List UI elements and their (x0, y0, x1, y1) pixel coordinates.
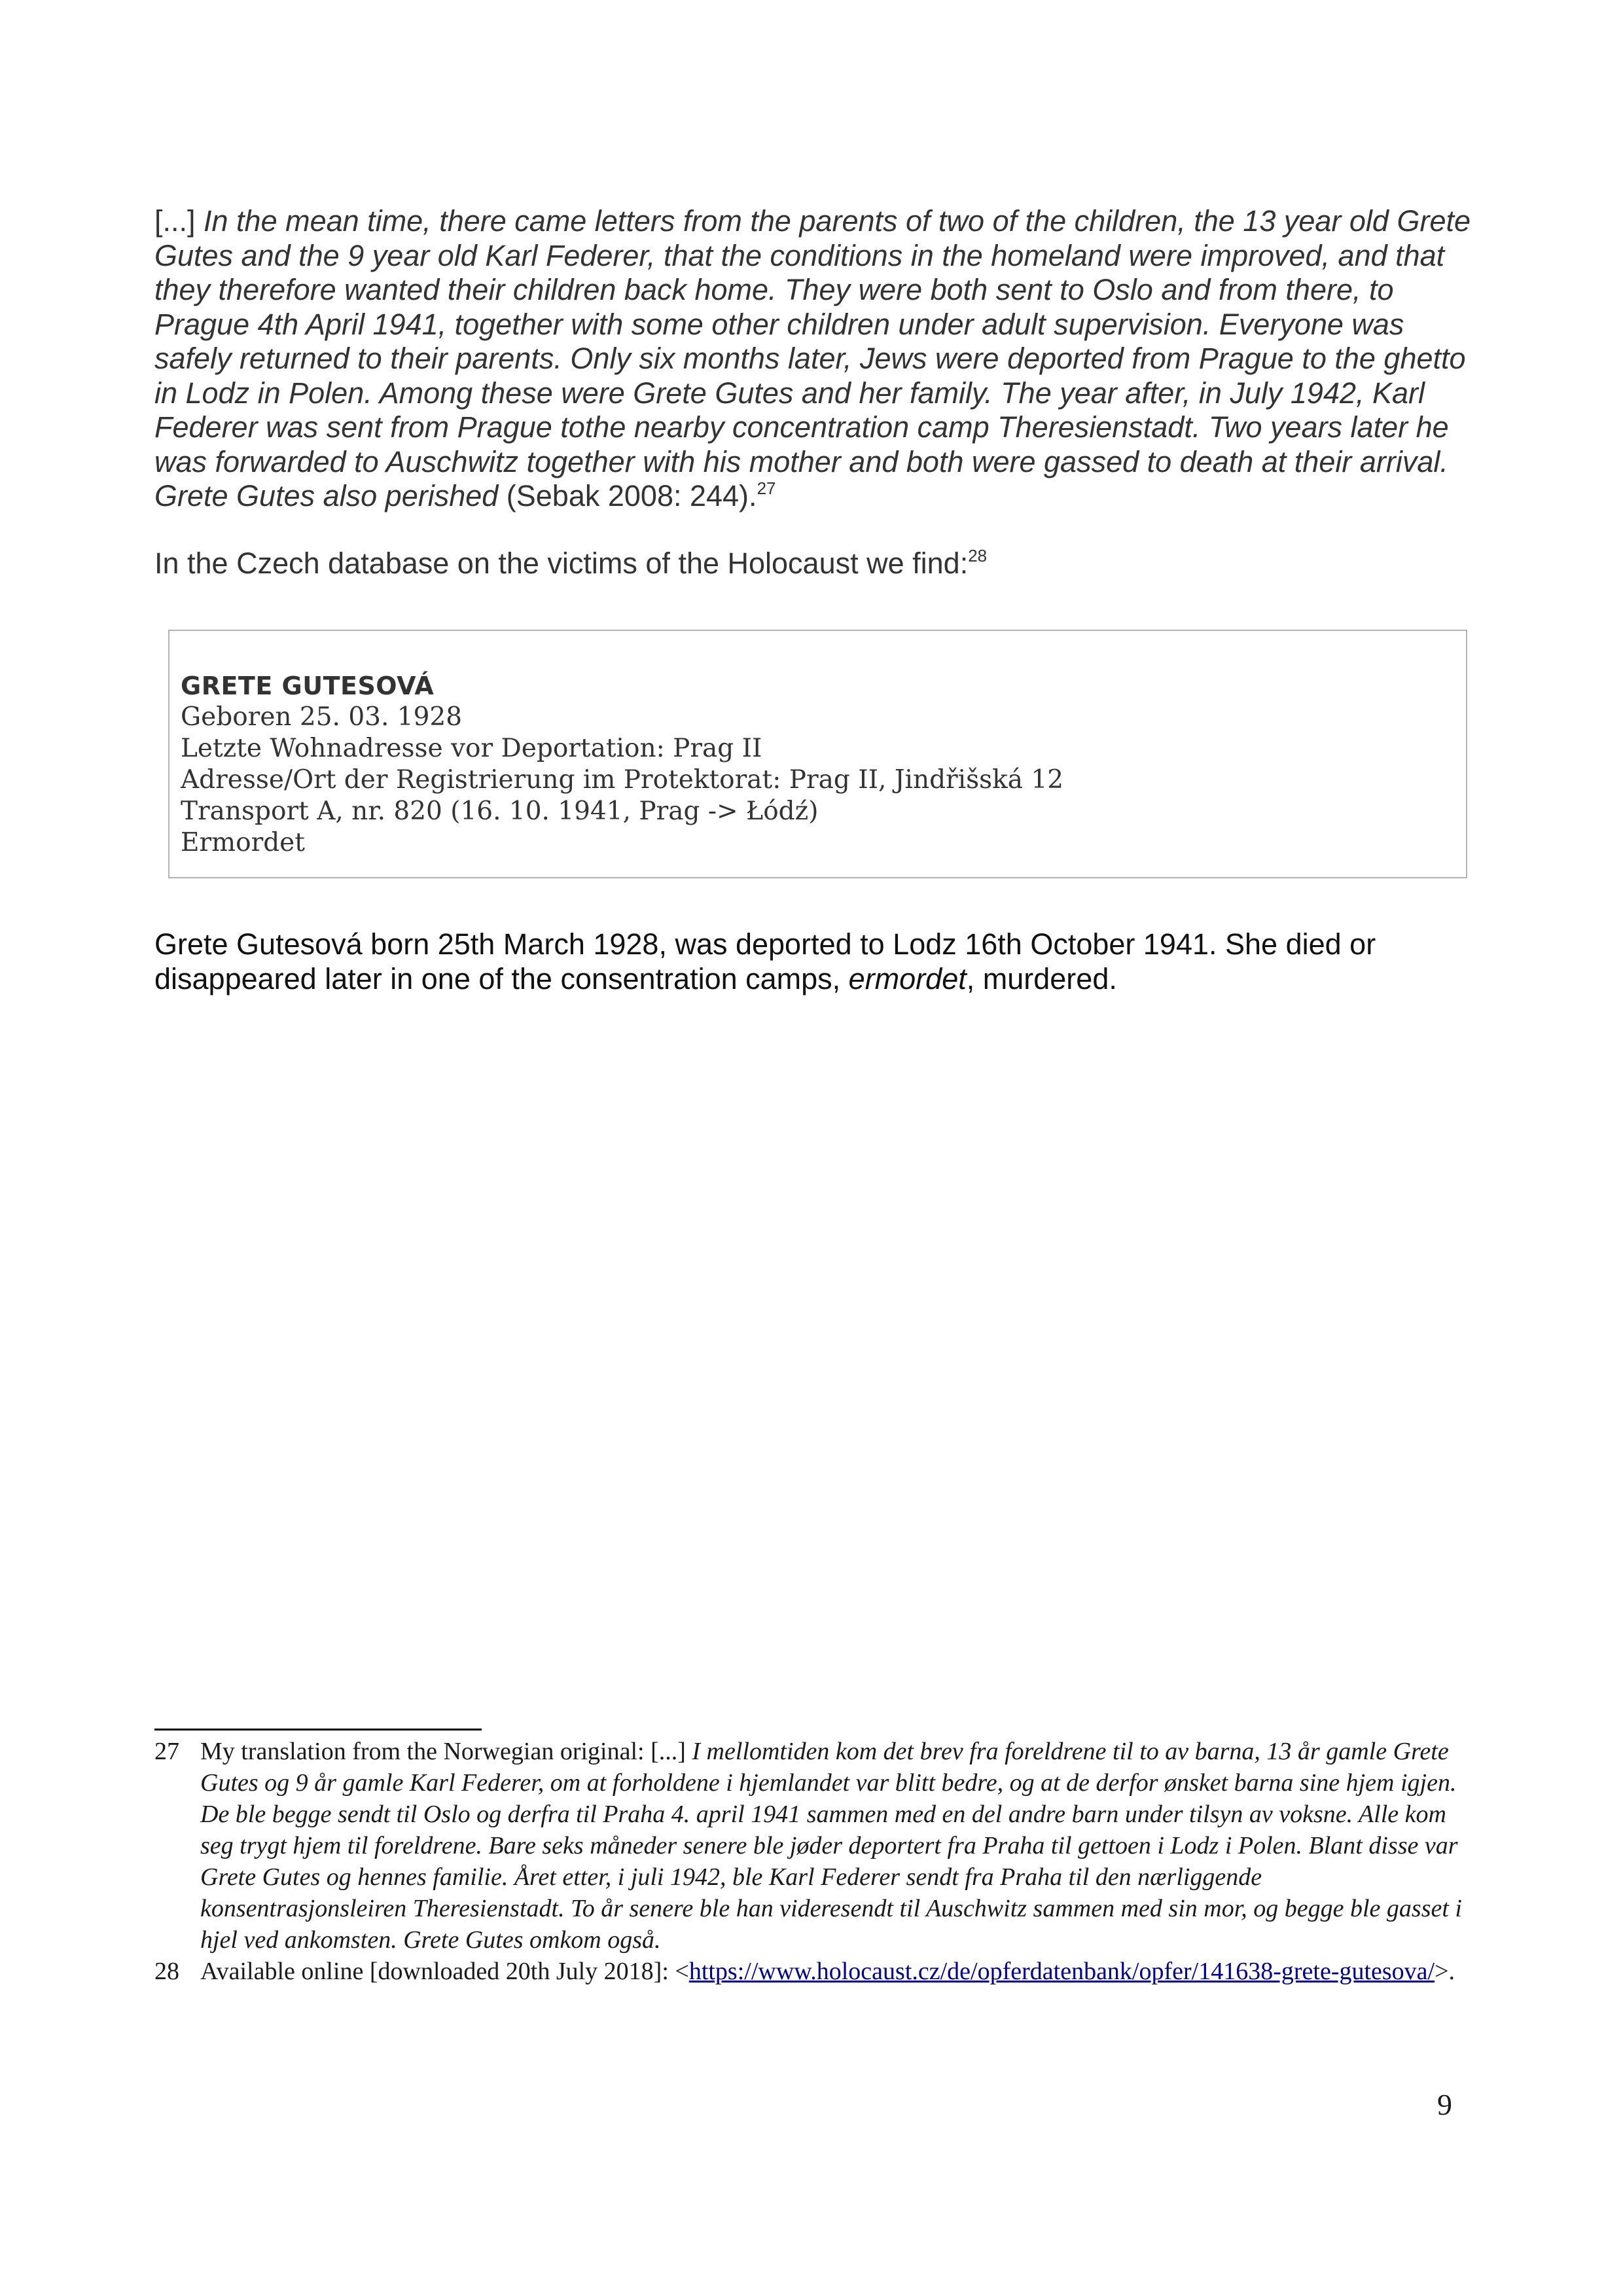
footnote-28 (154, 1956, 1470, 1987)
victim-record-registration-address: Adresse/Ort der Registrierung im Protektorat: Prag II, Jindřišská 12 (181, 765, 1064, 795)
page-number: 9 (1437, 2088, 1452, 2121)
victim-record-birth: Geboren 25. 03. 1928 (181, 702, 463, 732)
victim-record-box (168, 630, 1467, 878)
intro-paragraph (154, 547, 1476, 581)
intro-text: In the Czech database on the victims of the Holocaust we find: (154, 547, 969, 580)
footnote-text (200, 1956, 1470, 1987)
footnote-prefix: My translation from the Norwegian original: [...] (200, 1738, 692, 1765)
victim-record-fate: Ermordet (181, 828, 305, 857)
footnote-number: 28 (154, 1958, 179, 1985)
quote-paragraph (154, 204, 1476, 514)
victim-record-transport: Transport A, nr. 820 (16. 10. 1941, Prag -> Łódź) (181, 797, 819, 826)
footnote-ref-28[interactable]: 28 (968, 546, 988, 565)
summary-paragraph (154, 927, 1476, 996)
summary-text-after: , murdered. (966, 961, 1117, 996)
summary-italic-word: ermordet (848, 961, 967, 996)
footnote-number: 27 (154, 1738, 179, 1765)
victim-record-last-address: Letzte Wohnadresse vor Deportation: Prag II (181, 734, 762, 763)
footnote-text (200, 1736, 1470, 1956)
footnote-italic-text: I mellomtiden kom det brev fra foreldrene til to av barna, 13 år gamle Grete Gutes og 9 år gamle Karl Federer, om at forholdene i hjemlandet var blitt bedre, og at de derfor ønsket barna sine hjem igjen. De ble begge sendt til Oslo og derfra til Praha 4. april 1941 sammen med en del andre barn under tilsyn av voksne. Alle kom seg trygt hjem til foreldrene. Bare seks måneder senere ble jøder deportert fra Praha til gettoen i Lodz i Polen. Blant disse var Grete Gutes og hennes familie. Året etter, i juli 1942, ble Karl Federer sendt fra Praha til den nærliggende konsentrasjonsleiren Theresienstadt. To år senere ble han videresendt til Auschwitz sammen med sin mor, og begge ble gasset i hjel ved ankomsten. Grete Gutes omkom også. (200, 1738, 1462, 1954)
footnote-separator (154, 1729, 482, 1731)
footnote-suffix: >. (1435, 1958, 1455, 1985)
summary-text-before: Grete Gutesová born 25th March 1928, was deported to Lodz 16th October 1941. She died or disappeared later in one of the consentration camps, (154, 927, 1376, 996)
footnote-27 (154, 1736, 1470, 1956)
footnote-prefix: Available online [downloaded 20th July 2018]: < (200, 1958, 689, 1985)
holocaust-database-link[interactable]: https://www.holocaust.cz/de/opferdatenbank/opfer/141638-grete-gutesova/ (688, 1958, 1435, 1985)
quote-prefix: [...] (154, 204, 204, 238)
quote-italic-text: In the mean time, there came letters from the parents of two of the children, the 13 year old Grete Gutes and the 9 year old Karl Federer, that the conditions in the homeland were improved, and that they therefore wanted their children back home. They were both sent to Oslo and from there, to Prague 4th April 1941, together with some other children under adult supervision. Everyone was safely returned to their parents. Only six months later, Jews were deported from Prague to the ghetto in Lodz in Polen. Among these were Grete Gutes and her family. The year after, in July 1942, Karl Federer was sent from Prague tothe nearby concentration camp Theresienstadt. Two years later he was forwarded to Auschwitz together with his mother and both were gassed to death at their arrival. Grete Gutes also perished (154, 204, 1471, 512)
footnote-ref-27[interactable]: 27 (757, 478, 776, 498)
victim-record-name: GRETE GUTESOVÁ (181, 672, 435, 700)
quote-citation: (Sebak 2008: 244). (498, 479, 757, 512)
victim-record-content (181, 670, 1459, 859)
